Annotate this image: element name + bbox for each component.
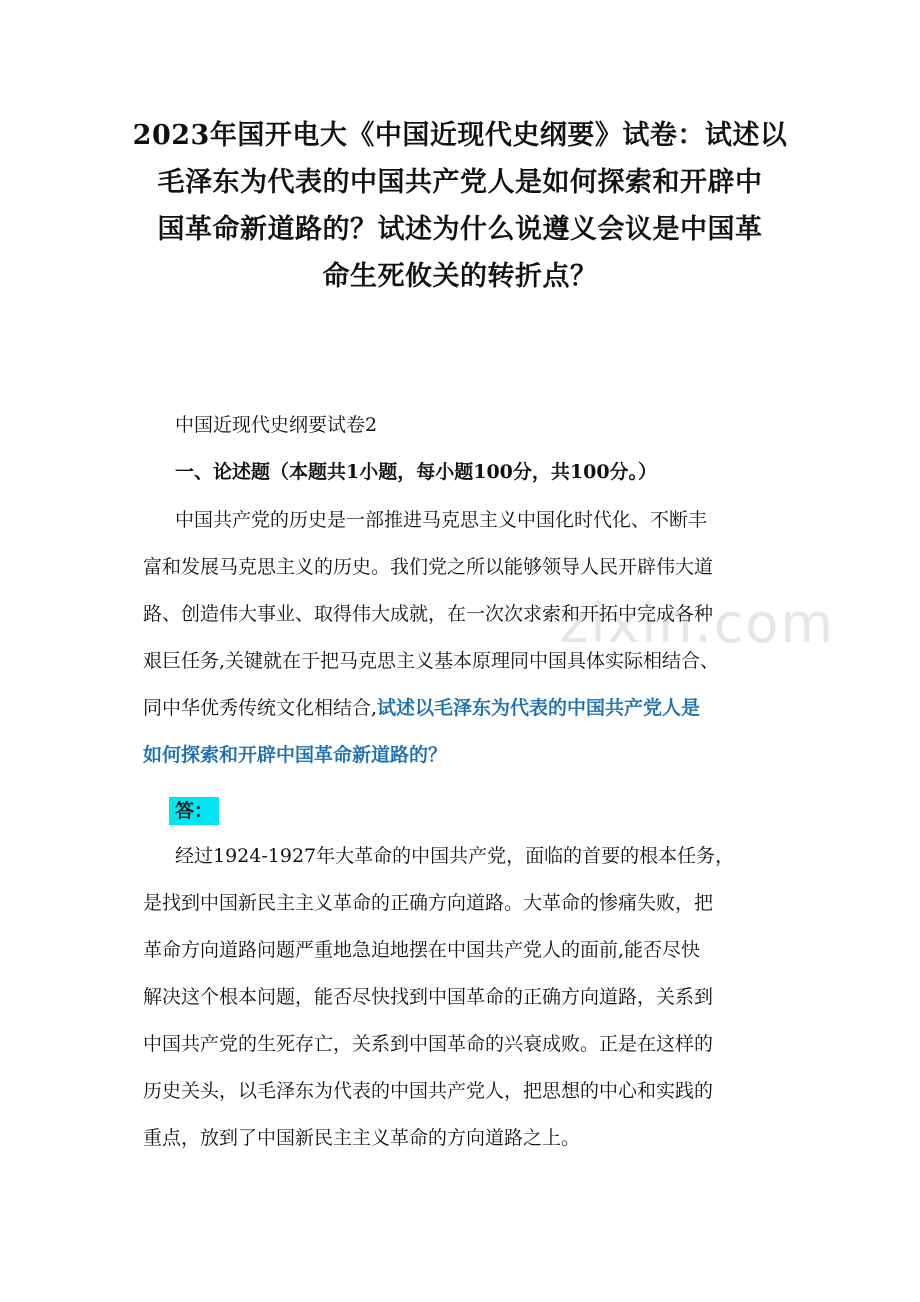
answer-paragraph [143, 833, 783, 1162]
paragraph-line: 是找到中国新民主主义革命的正确方向道路。大革命的惨痛失败，把 [143, 892, 714, 914]
paragraph-line: 中国共产党的历史是一部推进马克思主义中国化时代化、不断丰 [175, 509, 708, 531]
answer-label: 答： [169, 797, 219, 825]
intro-paragraph [143, 497, 783, 779]
paragraph-line: 解决这个根本问题，能否尽快找到中国革命的正确方向道路，关系到 [143, 986, 714, 1008]
paragraph-line: 艰巨任务,关键就在于把马克思主义基本原理同中国具体实际相结合、 [143, 650, 720, 672]
watermark: zixin.com [560, 592, 836, 655]
section-heading: 一、论述题（本题共1小题，每小题100分，共100分。） [175, 461, 658, 483]
paragraph-text: 同中华优秀传统文化相结合, [143, 697, 378, 719]
title-line: 2023年国开电大《中国近现代史纲要》试卷：试述以 [132, 120, 788, 151]
title-line: 毛泽东为代表的中国共产党人是如何探索和开辟中 [157, 167, 763, 198]
paragraph-line: 重点，放到了中国新民主主义革命的方向道路之上。 [143, 1127, 581, 1149]
title-line: 命生死攸关的转折点？ [322, 261, 598, 292]
paragraph-line [143, 685, 783, 732]
paragraph-line: 中国共产党的生死存亡，关系到中国革命的兴衰成败。正是在这样的 [143, 1033, 714, 1055]
paragraph-line: 历史关头，以毛泽东为代表的中国共产党人，把思想的中心和实践的 [143, 1080, 714, 1102]
paragraph-line: 富和发展马克思主义的历史。我们党之所以能够领导人民开辟伟大道 [143, 556, 714, 578]
paragraph-line: 革命方向道路问题严重地急迫地摆在中国共产党人的面前,能否尽快 [143, 939, 701, 961]
exam-subtitle: 中国近现代史纲要试卷2 [175, 414, 378, 436]
paragraph-line: 路、创造伟大事业、取得伟大成就，在一次次求索和开拓中完成各种 [143, 603, 714, 625]
question-text: 如何探索和开辟中国革命新道路的？ [143, 744, 448, 766]
paragraph-line: 经过1924-1927年大革命的中国共产党，面临的首要的根本任务， [175, 845, 735, 867]
title-line: 国革命新道路的？试述为什么说遵义会议是中国革 [157, 214, 763, 245]
question-text: 试述以毛泽东为代表的中国共产党人是 [377, 697, 701, 719]
document-title [130, 112, 790, 300]
